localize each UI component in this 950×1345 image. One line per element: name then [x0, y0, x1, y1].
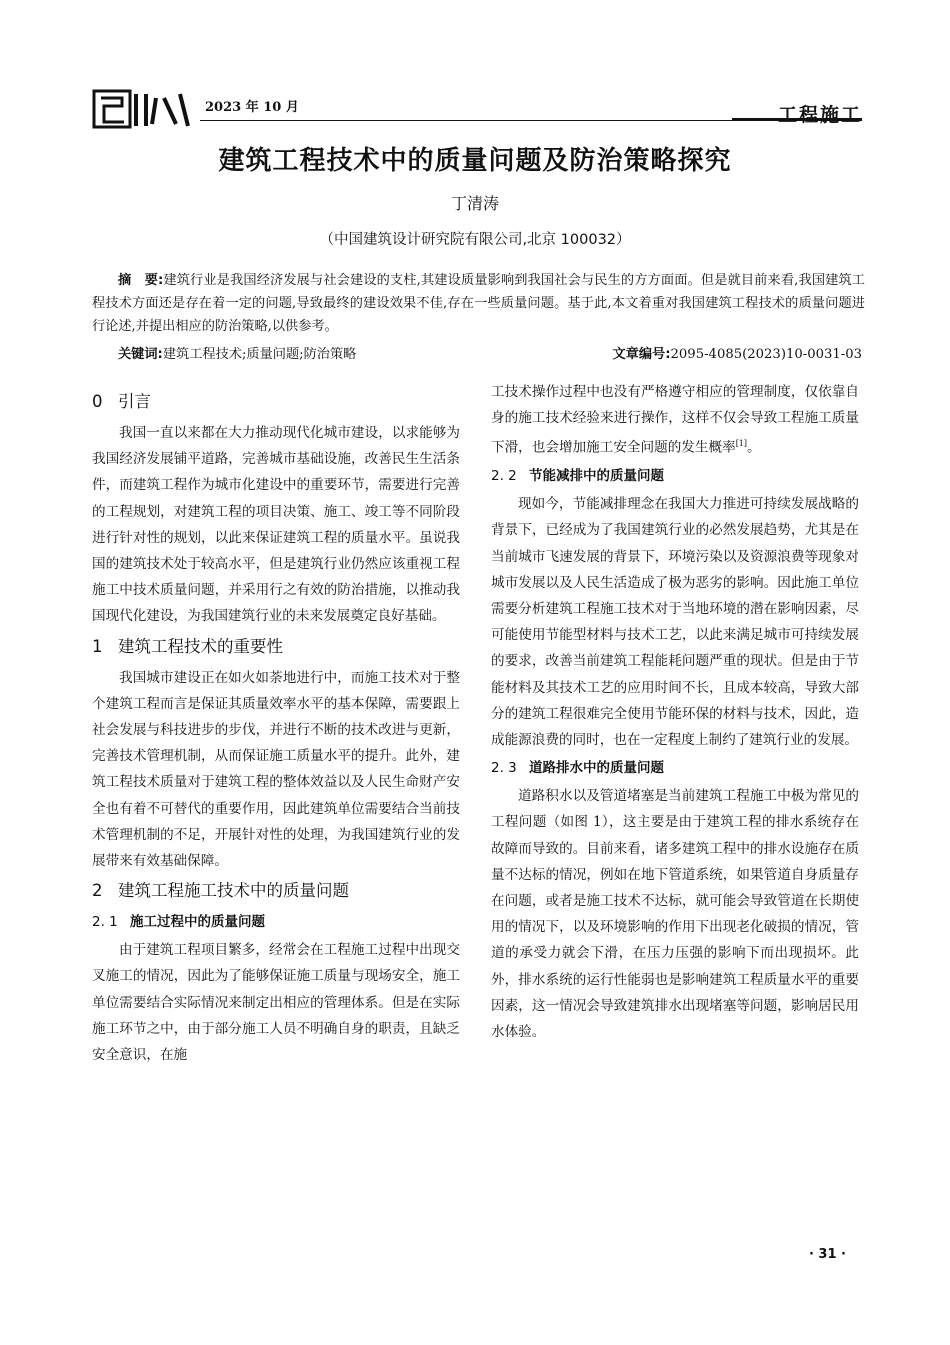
paragraph: 现如今，节能减排理念在我国大力推进可持续发展战略的背景下，已经成为了我国建筑行业的必然发展趋势，尤其是在当前城市飞速发展的背景下，环境污染以及资源浪费等现象对城市发展以及人民生活造成了极为恶劣的影响。因此施工单位需要分析建筑工程施工技术对于当地环境的潜在影响因素，尽可能使用节能型材料与技术工艺，以此来满足城市可持续发展的要求，改善当前建筑工程能耗问题严重的现状。但是由于节能材料及其技术工艺的应用时间不长，且成本较高，导致大部分的建筑工程很难完全使用节能环保的材料与技术，因此，造成能源浪费的同时，也在一定程度上制约了建筑行业的发展。 [491, 496, 859, 748]
keywords-text: 建筑工程技术;质量问题;防治策略 [162, 347, 357, 362]
citation: [1] [735, 439, 748, 449]
section-tag: 工程施工 [777, 104, 862, 126]
affiliation: （中国建筑设计研究院有限公司,北京 100032） [319, 232, 631, 248]
keywords [118, 343, 356, 362]
author: 丁清涛 [450, 194, 499, 213]
abstract [92, 269, 865, 338]
journal-logo-icon [92, 88, 196, 130]
column-left [92, 385, 460, 1068]
section-heading-0: 0 引言 [92, 392, 151, 411]
paragraph-continued: 工技术操作过程中也没有严格遵守相应的管理制度，仅依靠自身的施工技术经验来进行操作，这样不仅会导致工程施工质量下滑，也会增加施工安全问题的发生概率[1]。 [491, 384, 859, 456]
article-title: 建筑工程技术中的质量问题及防治策略探究 [218, 146, 732, 176]
page-header [92, 88, 862, 133]
paragraph: 我国一直以来都在大力推动现代化城市建设，以求能够为我国经济发展铺平道路，完善城市基础设施，改善民生生活条件，而建筑工程作为城市化建设中的重要环节，需要进行完善的工程规划，对建筑工程的项目决策、施工、竣工等不同阶段进行针对性的规划，以此来保证建筑工程的质量水平。虽说我国的建筑技术处于较高水平，但是建筑行业仍然应该重视工程施工中技术质量问题，并采用行之有效的防治措施，以推动我国现代化建设，为我国建筑行业的未来发展奠定良好基础。 [92, 425, 460, 625]
section-heading-2: 2 建筑工程施工技术中的质量问题 [92, 881, 349, 901]
issue-date: 2023 年 10 月 [205, 100, 299, 115]
subsection-heading-2-2: 2. 2 节能减排中的质量问题 [491, 468, 664, 485]
page-number: · 31 · [808, 1247, 846, 1262]
abstract-text: 建筑行业是我国经济发展与社会建设的支柱,其建设质量影响到我国社会与民生的方方面面。但是就目前来看,我国建筑工程技术方面还是存在着一定的问题,导致最终的建设效果不佳,存在一些质量问题。基于此,本文着重对我国建筑工程技术的质量问题进行论述,并提出相应的防治策略,以供参考。 [92, 273, 865, 334]
subsection-heading-2-1: 2. 1 施工过程中的质量问题 [92, 914, 265, 931]
article-number-text: 2095-4085(2023)10-0031-03 [670, 347, 862, 362]
paragraph: 由于建筑工程项目繁多，经常会在工程施工过程中出现交叉施工的情况，因此为了能够保证施工质量与现场安全，施工单位需要结合实际情况来制定出相应的管理体系。但是在实际施工环节之中，由于部分施工人员不明确自身的职责，且缺乏安全意识，在施 [92, 942, 460, 1064]
subsection-heading-2-3: 2. 3 道路排水中的质量问题 [491, 760, 664, 777]
article-number-label: 文章编号: [612, 347, 671, 362]
logo-text [132, 117, 133, 119]
paragraph: 我国城市建设正在如火如荼地进行中，而施工技术对于整个建筑工程而言是保证其质量效率水平的基本保障，需要跟上社会发展与科技进步的步伐，并进行不断的技术改进与更新，完善技术管理机制，从而保证施工质量水平的提升。此外，建筑工程技术质量对于建筑工程的整体效益以及人民生命财产安全也有着不可替代的重要作用，因此建筑单位需要结合当前技术管理机制的不足，开展针对性的处理，为我国建筑行业的发展带来有效基础保障。 [92, 669, 460, 870]
abstract-label: 摘 要: [118, 273, 164, 288]
column-right [491, 379, 859, 1045]
keywords-label: 关键词: [118, 347, 163, 362]
section-heading-1: 1 建筑工程技术的重要性 [92, 636, 283, 656]
paragraph: 道路积水以及管道堵塞是当前建筑工程施工中极为常见的工程问题（如图 1），这主要是由于建筑工程的排水系统存在故障而导致的。目前来看，诸多建筑工程中的排水设施存在质量不达标的情况，例如在地下管道系统，如果管道自身质量存在问题，或者是施工技术不达标，就可能会导致管道在长期使用的情况下，以及环境影响的作用下出现老化破损的情况，管道的承受力就会下滑，在压力压强的影响下而出现损坏。此外，排水系统的运行性能弱也是影响建筑工程质量水平的重要因素，这一情况会导致建筑排水出现堵塞等问题，影响居民用水体验。 [491, 788, 859, 1040]
article-number [613, 343, 863, 362]
